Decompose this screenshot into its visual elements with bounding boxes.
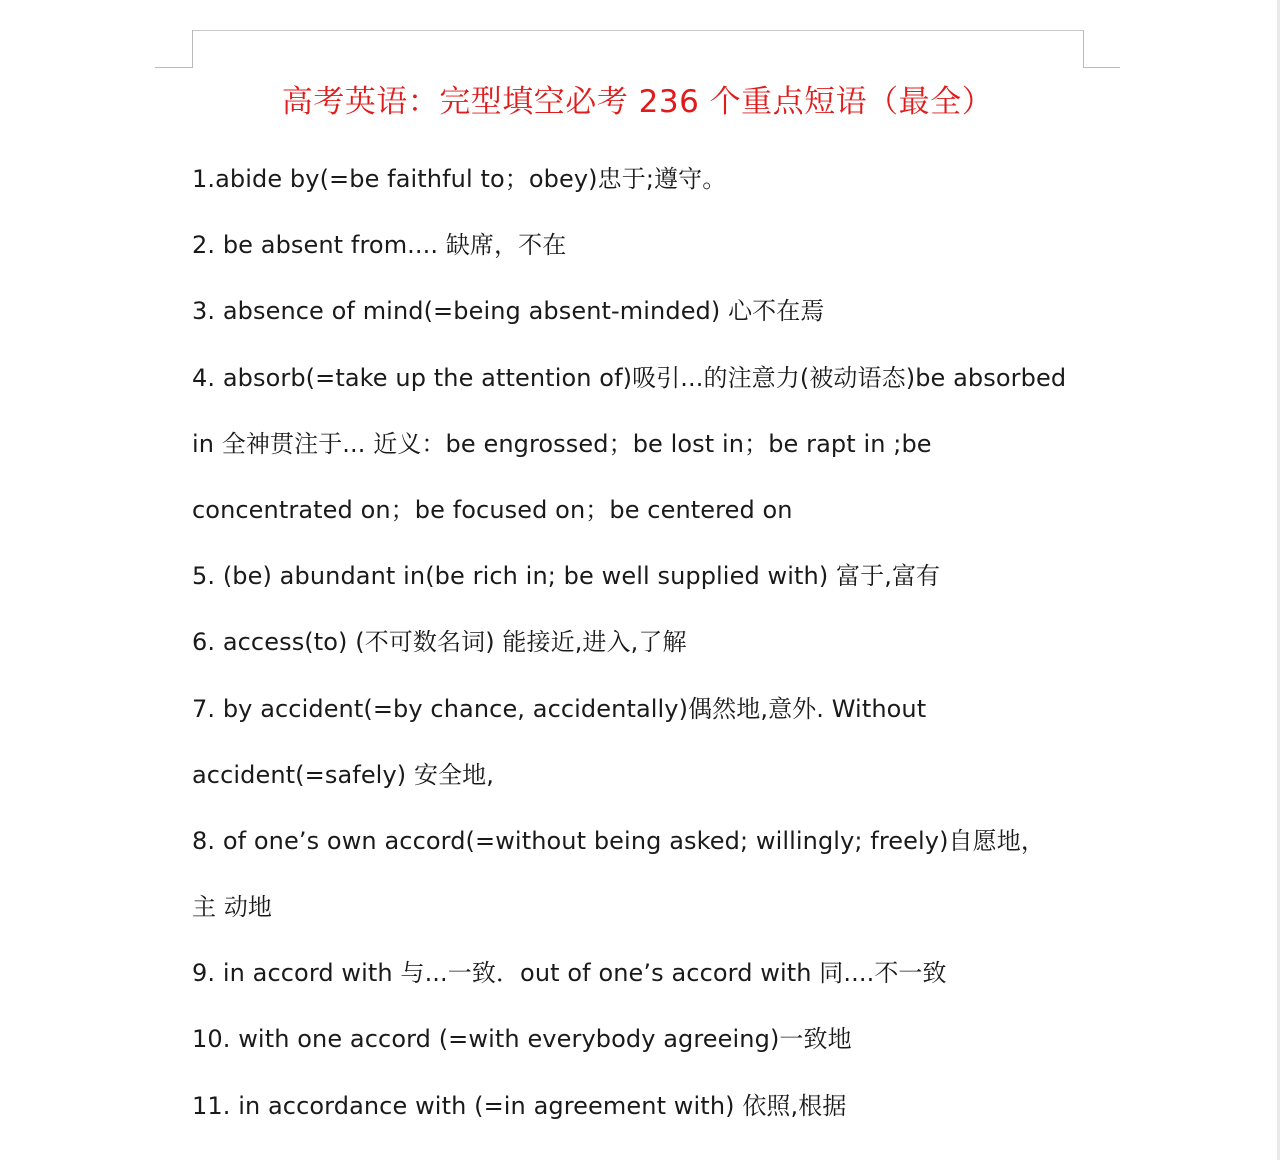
phrase-line: 6. access(to) (不可数名词) 能接近,进入,了解 bbox=[192, 628, 687, 657]
phrase-line: 8. of one’s own accord(=without being asked; willingly; freely)自愿地， bbox=[192, 826, 1045, 855]
phrase-list bbox=[192, 158, 1092, 1151]
phrase-line: 5. (be) abundant in(be rich in; be well supplied with) 富于,富有 bbox=[192, 562, 941, 591]
phrase-line: 2. be absent from.... 缺席，不在 bbox=[192, 231, 567, 260]
page-top-edge bbox=[192, 30, 1083, 31]
phrase-line: concentrated on；be focused on；be centered on bbox=[192, 495, 793, 524]
right-margin-corner-mark bbox=[1083, 30, 1120, 68]
phrase-line: 1.abide by(=be faithful to；obey)忠于;遵守。 bbox=[192, 165, 727, 193]
left-margin-corner-mark bbox=[155, 30, 193, 68]
phrase-line: 9. in accord with 与...一致．out of one’s accord with 同....不一致 bbox=[192, 959, 947, 988]
phrase-line: 4. absorb(=take up the attention of)吸引...的注意力(被动语态)be absorbed bbox=[192, 363, 1067, 392]
phrase-line: accident(=safely) 安全地, bbox=[192, 760, 494, 789]
phrase-line: in 全神贯注于... 近义：be engrossed；be lost in；be rapt in ;be bbox=[192, 429, 932, 458]
phrase-line: 3. absence of mind(=being absent-minded) 心不在焉 bbox=[192, 297, 825, 326]
phrase-line: 11. in accordance with (=in agreement with) 依照,根据 bbox=[192, 1091, 847, 1120]
document-title: 高考英语：完型填空必考 236 个重点短语（最全） bbox=[281, 84, 994, 120]
phrase-line: 7. by accident(=by chance, accidentally)偶然地,意外. Without bbox=[192, 694, 927, 723]
phrase-line: 10. with one accord (=with everybody agreeing)一致地 bbox=[192, 1025, 852, 1054]
phrase-line: 主 动地 bbox=[192, 893, 273, 922]
